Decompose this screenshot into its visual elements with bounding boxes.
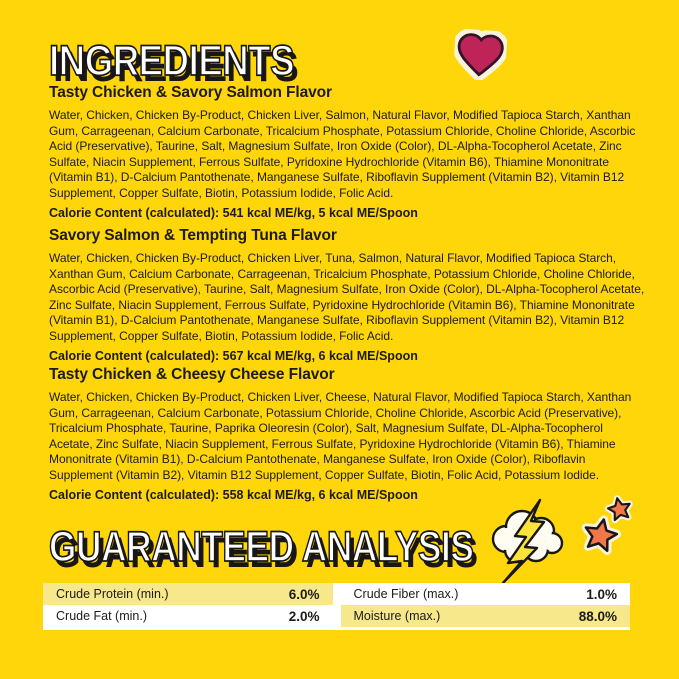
guaranteed-analysis-title: GUARANTEED ANALYSIS — [49, 523, 474, 571]
flavor-heading: Tasty Chicken & Cheesy Cheese Flavor — [49, 366, 335, 383]
calorie-content: Calorie Content (calculated): 567 kcal ME/kg, 6 kcal ME/Spoon — [49, 349, 418, 363]
ingredients-text: Water, Chicken, Chicken By-Product, Chicken Liver, Tuna, Salmon, Natural Flavor, Modified Tapioca Starch, Xanthan Gum, Calcium Carbonate, Carrageenan, Tricalcium Phosphate, Potassium Chloride, Choline Chloride, Ascorbic Acid (Preservative), Taurine, Salt, Magnesium Sulfate, Iron Oxide (Color), DL-Alpha-Tocopherol Acetate, Zinc Sulfate, Niacin Supplement, Ferrous Sulfate, Pyridoxine Hydrochloride (Vitamin B6), Thiamine Mononitrate (Vitamin B1), D-Calcium Pantothenate, Manganese Sulfate, Riboflavin Supplement (Vitamin B2), Vitamin B12 Supplement, Copper Sulfate, Biotin, Potassium Iodide, Folic Acid. — [49, 251, 645, 343]
flavor-section-chicken-salmon — [49, 84, 645, 221]
calorie-content: Calorie Content (calculated): 541 kcal ME/kg, 5 kcal ME/Spoon — [49, 206, 418, 220]
heart-icon — [452, 28, 508, 86]
ingredients-text: Water, Chicken, Chicken By-Product, Chicken Liver, Salmon, Natural Flavor, Modified Tapioca Starch, Xanthan Gum, Carrageenan, Calcium Carbonate, Tricalcium Phosphate, Potassium Chloride, Choline Chloride, Ascorbic Acid (Preservative), Taurine, Salt, Magnesium Sulfate, Iron Oxide (Color), DL-Alpha-Tocopherol Acetate, Zinc Sulfate, Niacin Supplement, Ferrous Sulfate, Pyridoxine Hydrochloride (Vitamin B6), Thiamine Mononitrate (Vitamin B1), D-Calcium Pantothenate, Manganese Sulfate, Riboflavin Supplement (Vitamin B2), Vitamin B12 Supplement, Copper Sulfate, Biotin, Potassium Iodide, Folic Acid. — [49, 108, 636, 200]
flavor-section-chicken-cheese — [49, 366, 645, 503]
cell-value: 6.0% — [288, 586, 320, 602]
flavor-heading: Tasty Chicken & Savory Salmon Flavor — [49, 84, 332, 101]
table-cell-crude-protein — [43, 583, 333, 605]
table-cell-crude-fat — [43, 605, 333, 627]
lightning-cloud-icon — [486, 497, 568, 590]
table-cell-crude-fiber — [341, 583, 631, 605]
cell-value: 1.0% — [586, 586, 617, 602]
flavor-section-salmon-tuna — [49, 227, 645, 364]
ingredients-text: Water, Chicken, Chicken By-Product, Chicken Liver, Cheese, Natural Flavor, Modified Tapioca Starch, Xanthan Gum, Carrageenan, Calcium Carbonate, Potassium Chloride, Choline Chloride, Ascorbic Acid (Preservative), Tricalcium Phosphate, Taurine, Paprika Oleoresin (Color), Salt, Magnesium Sulfate, DL-Alpha-Tocopherol Acetate, Zinc Sulfate, Niacin Supplement, Ferrous Sulfate, Pyridoxine Hydrochloride (Vitamin B6), Thiamine Mononitrate (Vitamin B1), D-Calcium Pantothenate, Manganese Sulfate, Iron Oxide (Color), Riboflavin Supplement (Vitamin B2), Vitamin B12 Supplement, Copper Sulfate, Biotin, Folic Acid, Potassium Iodide. — [49, 390, 632, 482]
cell-label: Crude Protein (min.) — [56, 587, 169, 601]
flavor-heading: Savory Salmon & Tempting Tuna Flavor — [49, 227, 337, 244]
cell-label: Crude Fiber (max.) — [353, 587, 459, 601]
table-cell-moisture — [341, 605, 631, 627]
cell-value: 88.0% — [578, 608, 617, 624]
cell-label: Crude Fat (min.) — [56, 609, 147, 623]
ingredients-title: INGREDIENTS — [49, 37, 295, 85]
guaranteed-analysis-table — [43, 583, 630, 630]
cell-label: Moisture (max.) — [353, 609, 441, 623]
cell-value: 2.0% — [288, 608, 320, 624]
calorie-content: Calorie Content (calculated): 558 kcal ME/kg, 6 kcal ME/Spoon — [49, 488, 418, 502]
